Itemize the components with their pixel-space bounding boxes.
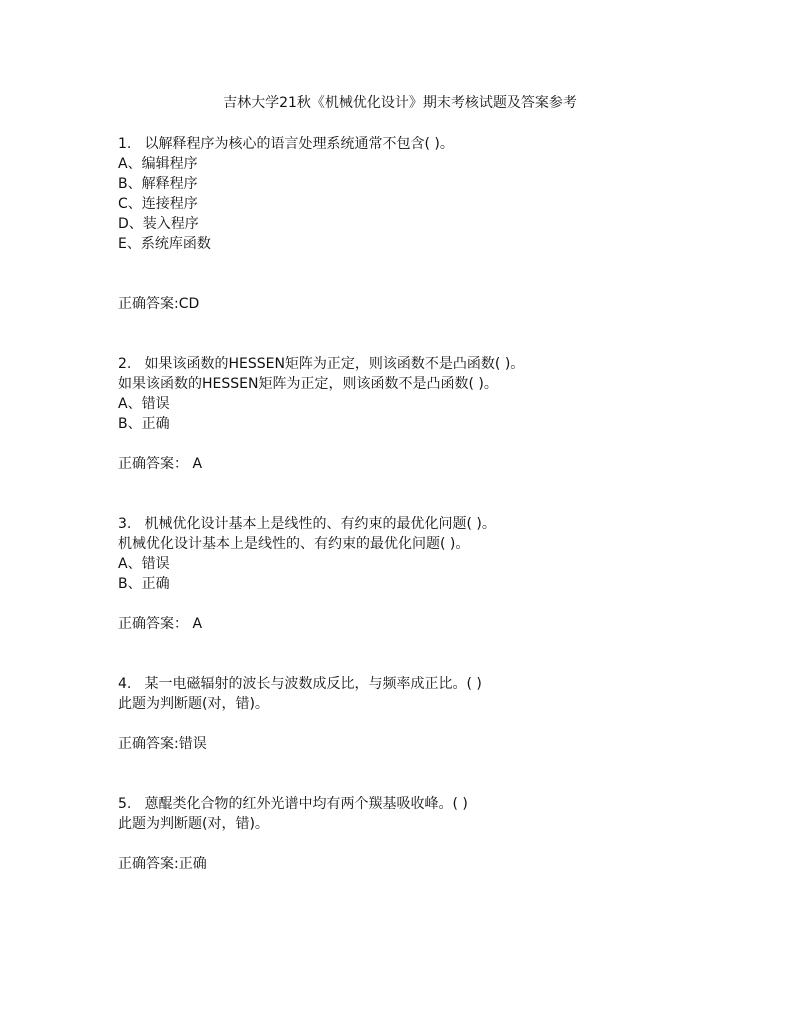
question-stem [118,354,758,374]
spacer [118,474,758,514]
question-number: 5. [118,796,132,812]
question-stem [118,514,758,534]
question-stem [118,134,758,154]
option-b: B、正确 [118,416,170,432]
option-a: A、错误 [118,396,170,412]
option-d: D、装入程序 [118,216,199,232]
answer-line: 正确答案:CD [118,296,200,312]
question-list [118,134,758,874]
question-number: 3. [118,516,132,532]
question-repeat: 机械优化设计基本上是线性的、有约束的最优化问题( )。 [118,536,470,552]
option-c: C、连接程序 [118,196,198,212]
question-note: 此题为判断题(对，错)。 [118,696,269,712]
question-text: 机械优化设计基本上是线性的、有约束的最优化问题( )。 [144,516,496,532]
answer-line: 正确答案： A [118,456,203,472]
spacer [118,434,758,454]
spacer [118,594,758,614]
question-number: 4. [118,676,132,692]
question-3 [118,514,758,634]
question-stem [118,674,758,694]
spacer [118,834,758,854]
spacer [118,314,758,354]
spacer [118,254,758,294]
option-b: B、正确 [118,576,170,592]
question-number: 1. [118,136,132,152]
question-text: 某一电磁辐射的波长与波数成反比，与频率成正比。( ) [144,676,482,692]
option-e: E、系统库函数 [118,236,211,252]
answer-line: 正确答案:正确 [118,856,207,872]
option-b: B、解释程序 [118,176,198,192]
option-a: A、错误 [118,556,170,572]
spacer [118,754,758,794]
question-repeat: 如果该函数的HESSEN矩阵为正定，则该函数不是凸函数( )。 [118,376,498,392]
question-1 [118,134,758,314]
question-2 [118,354,758,474]
question-4 [118,674,758,754]
spacer [118,634,758,674]
question-text: 蒽醌类化合物的红外光谱中均有两个羰基吸收峰。( ) [144,796,468,812]
question-text: 以解释程序为核心的语言处理系统通常不包含( )。 [144,136,454,152]
document-title: 吉林大学21秋《机械优化设计》期末考核试题及答案参考 [223,95,577,111]
spacer [118,714,758,734]
answer-line: 正确答案： A [118,616,203,632]
answer-line: 正确答案:错误 [118,736,207,752]
question-5 [118,794,758,874]
question-text: 如果该函数的HESSEN矩阵为正定，则该函数不是凸函数( )。 [144,356,525,372]
question-note: 此题为判断题(对，错)。 [118,816,269,832]
question-number: 2. [118,356,132,372]
option-a: A、编辑程序 [118,156,198,172]
question-stem [118,794,758,814]
